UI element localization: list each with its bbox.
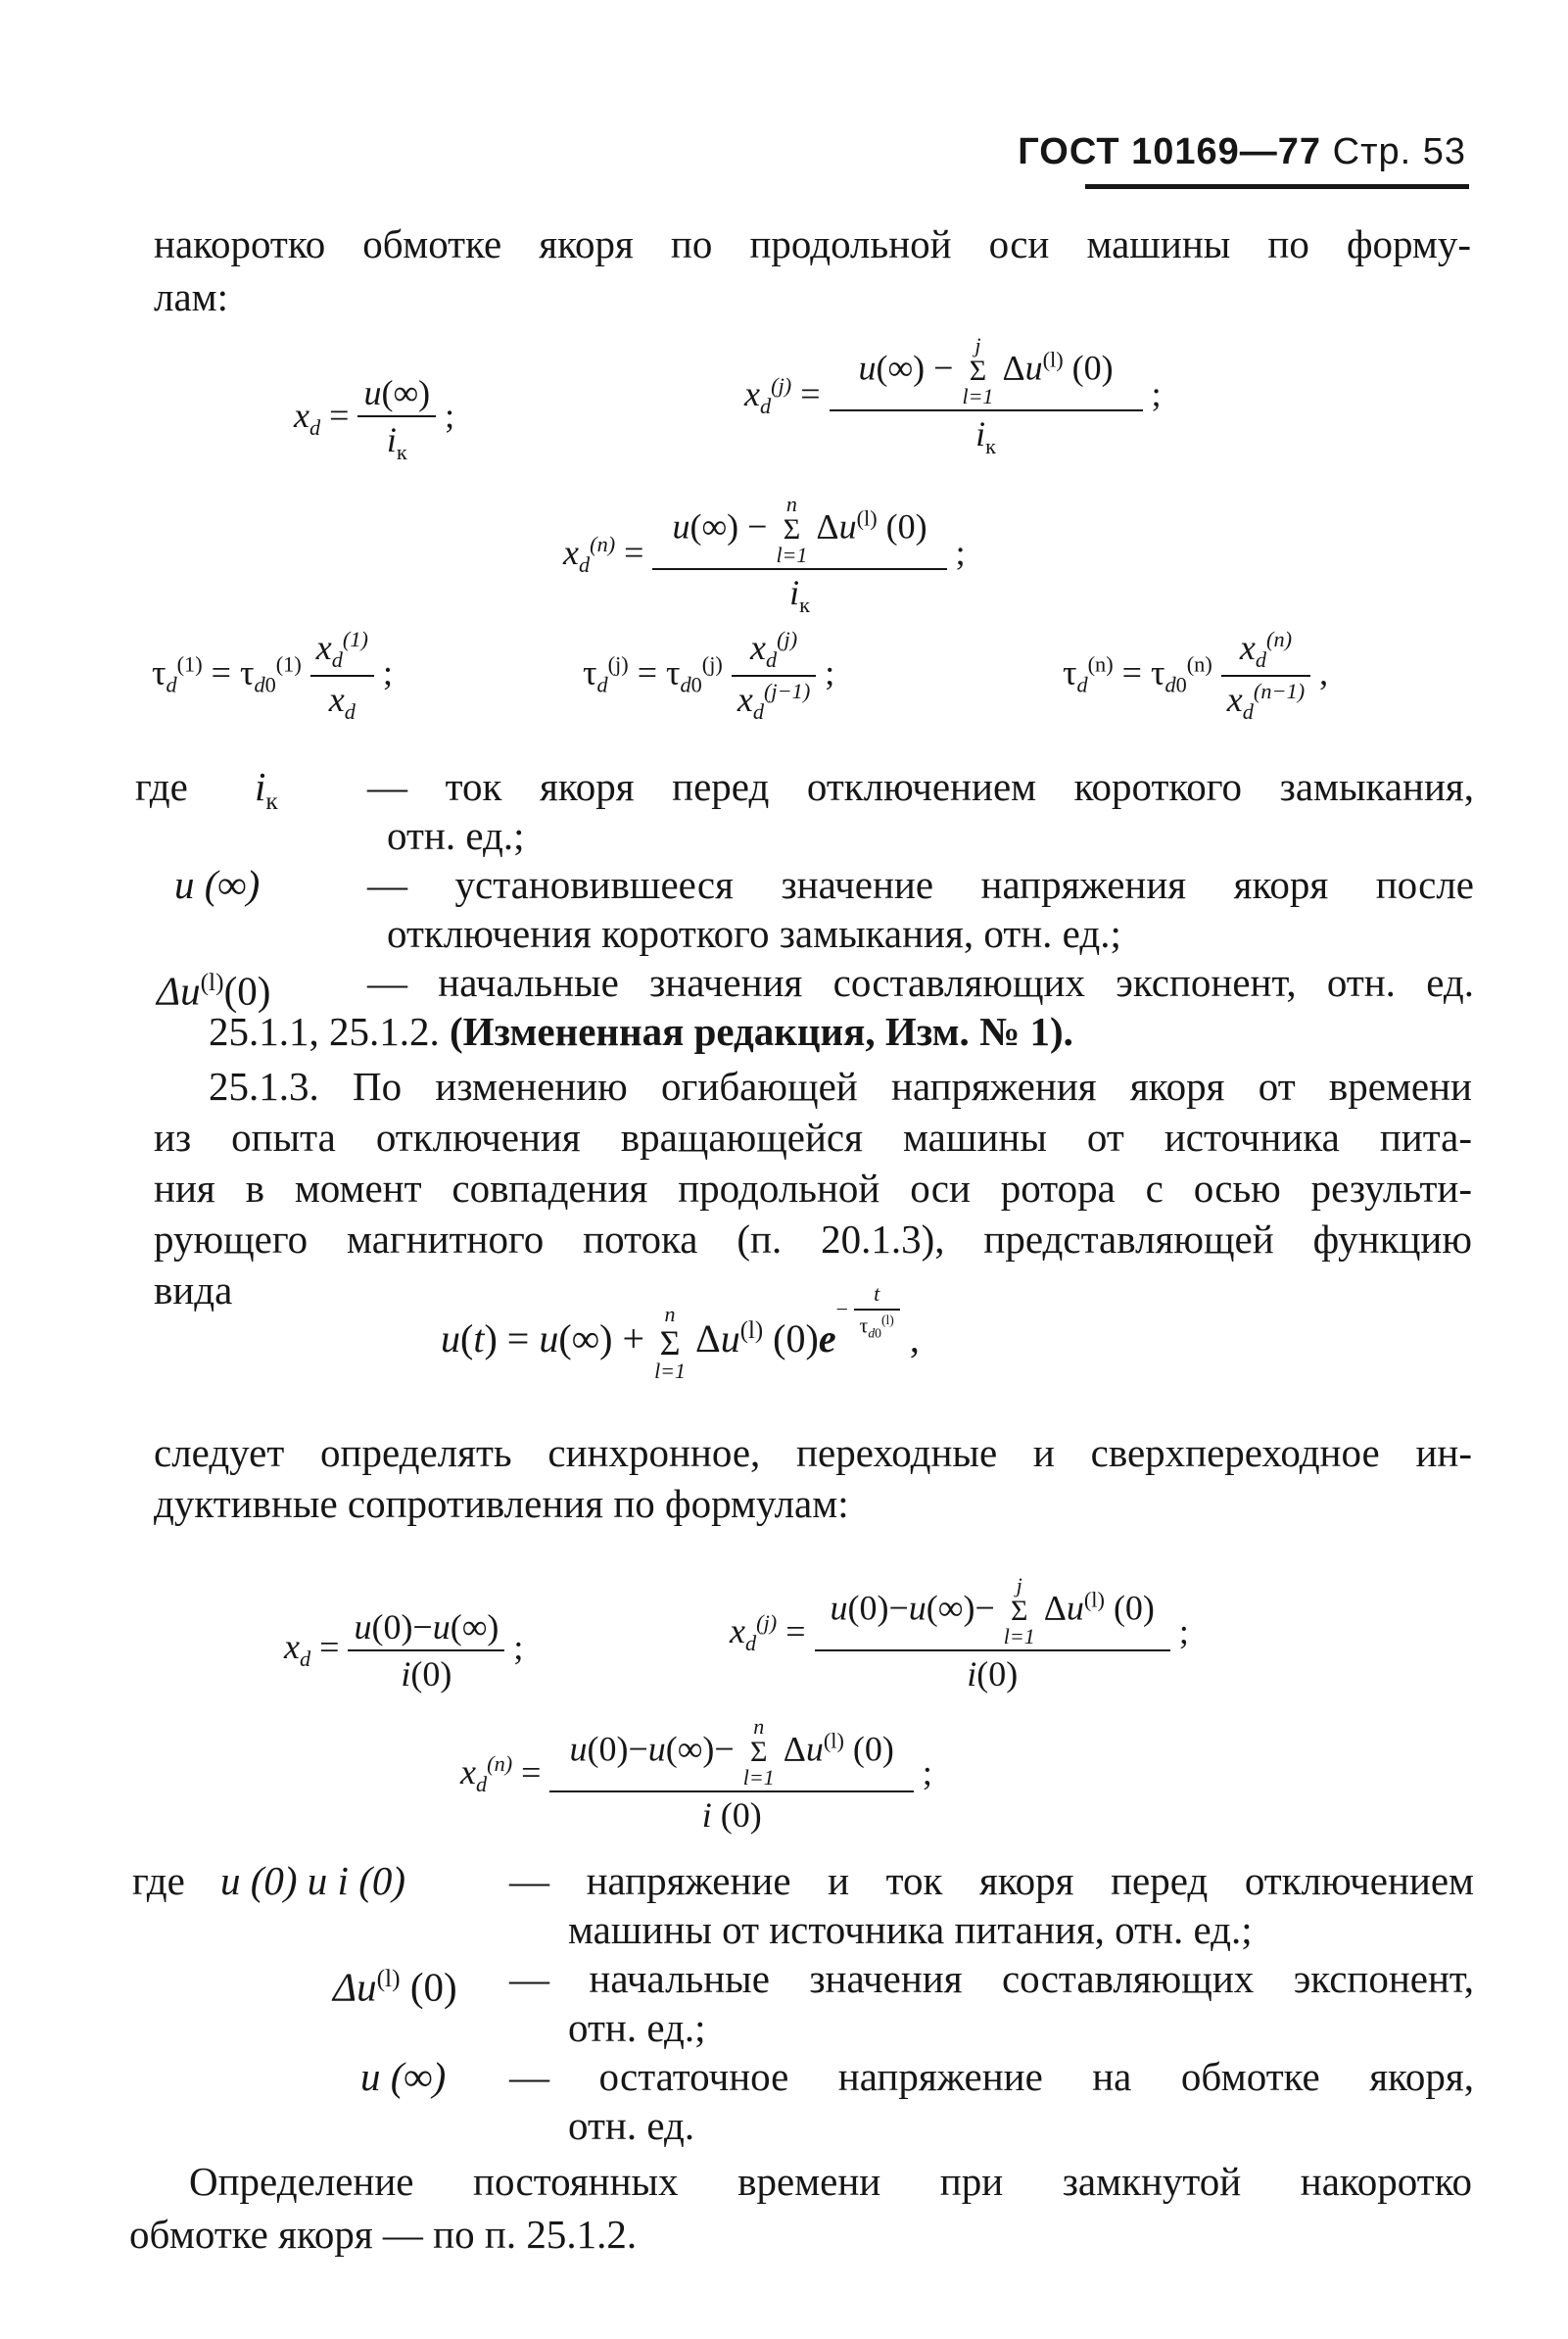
formula-xdj-2: $x_d^{(j)}$ = u(0)−u(∞)− j Σ l=1 $\Delta u^{(l)}$ (0) i(0) ;: [730, 1573, 1189, 1694]
where-2-def-2b: отн. ед.;: [568, 2005, 706, 2050]
where-1-term-3: $\Delta u^{(l)}(0)$: [157, 968, 271, 1014]
where-2-term-3: u (∞): [360, 2054, 447, 2099]
formula-xd-1: $x_d$ = $\frac{u(\infty)}{i_к}$ ;: [294, 373, 455, 465]
standard-number: ГОСТ 10169—77: [1018, 131, 1322, 172]
where-2-term-1: u (0) и i (0): [220, 1858, 406, 1903]
where-2-def-1a: — напряжение и ток якоря перед отключением: [509, 1858, 1474, 1903]
where-1-term-2: u (∞): [174, 862, 261, 907]
para-2513-line-5: вида: [154, 1267, 233, 1313]
formula-tau-j: $\tau_d^{(j)} = \tau_{d0}^{(j)}$ $\frac{x_d^{(j)}}{x_d^{(j-1)}}$ ;: [583, 627, 835, 725]
page-header: [1018, 131, 1466, 173]
formula-xdj-1: $x_d^{(j)}$ = u(∞) − j Σ l=1 $\Delta u^{(l)}$ (0) $i_к$ ;: [744, 333, 1162, 459]
formula-xdn-2: $x_d^{(n)}$ = u(0)−u(∞)− n Σ l=1 $\Delta u^{(l)}$ (0) i (0) ;: [460, 1714, 932, 1835]
para-2513-line-2: из опыта отключения вращающейся машины от источника пита-: [154, 1115, 1472, 1160]
where-1-term-1: $i_к$: [255, 764, 278, 816]
formula-xd-2: $x_d$ = $\frac{u(0)-u(\infty)}{i(0)}$ ;: [284, 1607, 524, 1694]
where-2-term-2: $\Delta u^{(l)}$ (0): [333, 1964, 457, 2010]
para-2513-line-1: 25.1.3. По изменению огибающей напряжения якоря от времени: [209, 1064, 1472, 1109]
where-1-def-3: — начальные значения составляющих экспонент, отн. ед.: [367, 960, 1474, 1005]
para-2513-line-3: ния в момент совпадения продольной оси ротора с осью результи-: [154, 1166, 1472, 1211]
where-2-def-3b: отн. ед.: [568, 2103, 695, 2148]
follow-line-1: следует определять синхронное, переходные и сверхпереходное ин-: [154, 1430, 1472, 1475]
where-1-def-2b: отключения короткого замыкания, отн. ед.;: [387, 911, 1121, 956]
formula-xdn-1: $x_d^{(n)}$ = u(∞) − n Σ l=1 $\Delta u^{(l)}$ (0) $i_к$ ;: [563, 492, 966, 618]
where-1-def-2a: — установившееся значение напряжения якоря после: [367, 862, 1475, 907]
closing-line-2: обмотке якоря — по п. 25.1.2.: [129, 2212, 638, 2257]
where-2-def-2a: — начальные значения составляющих экспонент,: [509, 1956, 1474, 2001]
formula-ut: u(t) = u(∞) + n Σ l=1 $\Delta u^{(l)}$ $(0)e^{- \frac{t}{\tau_{d0}^{(l)}}}$ ,: [441, 1281, 920, 1384]
where-1-def-1a: — ток якоря перед отключением короткого замыкания,: [367, 764, 1475, 809]
formula-tau-1: $\tau_d^{(1)} = \tau_{d0}^{(1)}$ $\frac{x_d^{(1)}}{x_d}$ ;: [152, 627, 393, 725]
where-1-def-1b: отн. ед.;: [387, 813, 525, 858]
formula-tau-n: $\tau_d^{(n)} = \tau_{d0}^{(n)}$ $\frac{x_d^{(n)}}{x_d^{(n-1)}}$ ,: [1063, 627, 1329, 725]
page-number: Стр. 53: [1332, 131, 1466, 172]
where-2-lead: где: [132, 1858, 185, 1903]
where-2-def-3a: — остаточное напряжение на обмотке якоря,: [509, 2054, 1475, 2099]
where-2-def-1b: машины от источника питания, отн. ед.;: [568, 1907, 1253, 1952]
intro-line-1: накоротко обмотке якоря по продольной оси машины по форму-: [154, 221, 1471, 266]
intro-line-2: лам:: [154, 274, 228, 319]
follow-line-2: дуктивные сопротивления по формулам:: [154, 1481, 849, 1526]
para-2513-line-4: рующего магнитного потока (п. 20.1.3), представляющей функцию: [154, 1217, 1472, 1262]
header-rule: [1085, 184, 1469, 189]
amendment-line: 25.1.1, 25.1.2. (Измененная редакция, Изм. № 1).: [209, 1009, 1073, 1054]
closing-line-1: Определение постоянных времени при замкнутой накоротко: [189, 2159, 1472, 2204]
where-1-lead: где: [135, 764, 188, 809]
